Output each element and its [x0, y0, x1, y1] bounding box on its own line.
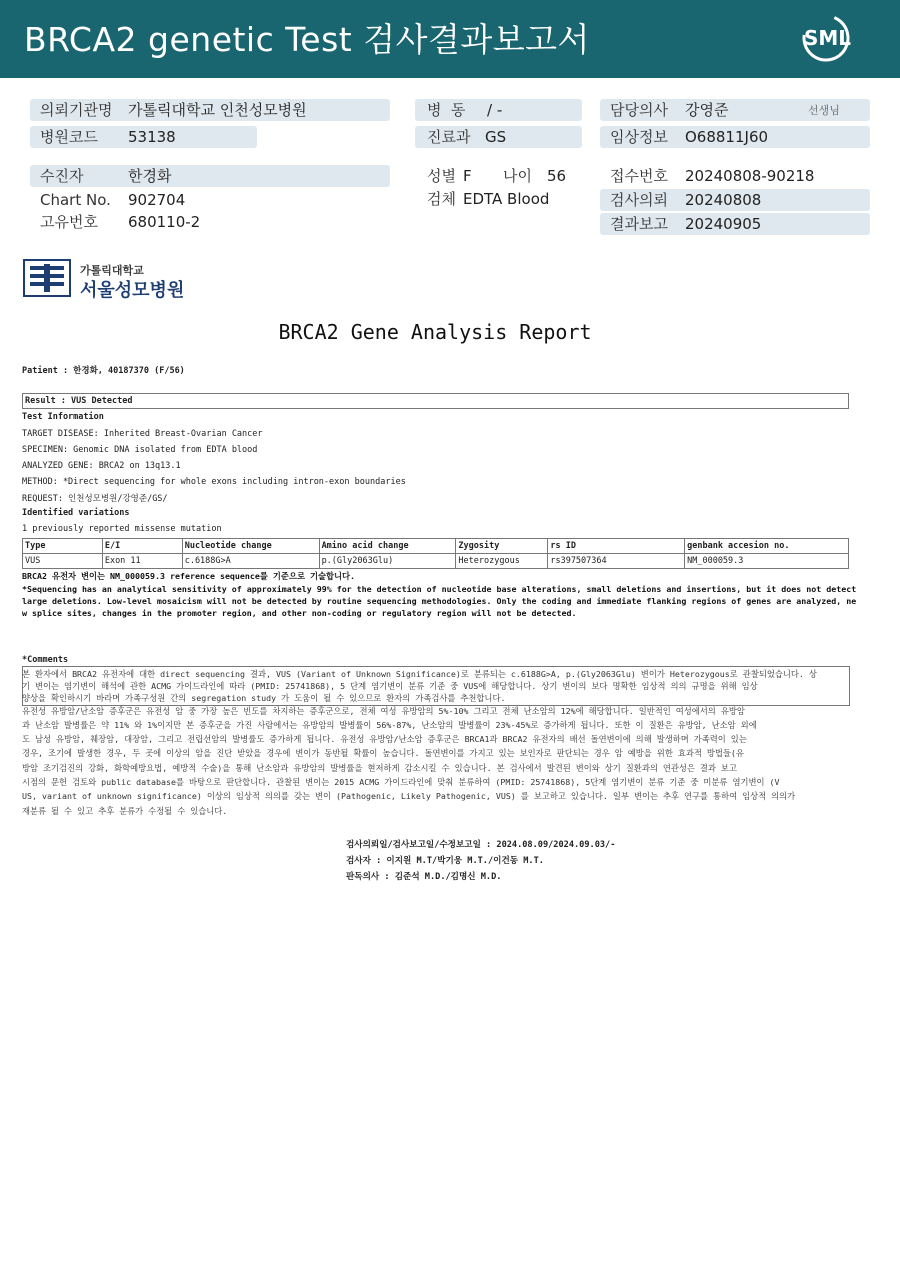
receipt-label: 접수번호: [610, 167, 668, 185]
comment-line: 재분류 될 수 있고 추후 분류가 수정될 수 있습니다.: [22, 806, 228, 816]
hospital-code-label: 병원코드: [40, 128, 98, 146]
hospital-code-field: [30, 126, 257, 148]
request-date-value: 20240808: [685, 191, 762, 209]
request-date-field: [600, 189, 870, 211]
specimen-info: SPECIMEN: Genomic DNA isolated from EDTA blood: [22, 445, 258, 455]
page-title: BRCA2 genetic Test 검사결과보고서: [24, 20, 590, 59]
header-cell: rs ID: [548, 539, 685, 554]
receipt-field: [600, 165, 870, 187]
identified-heading: Identified variations: [22, 508, 130, 518]
variant-table: [22, 538, 849, 569]
report-date-label: 결과보고: [610, 215, 668, 233]
sensitivity-line-2: large deletions. Low-level mosaicism will not be detected by routine sequencing methodologies. Only the coding and immediate flanking regions of genes are analyzed, ne: [22, 596, 857, 606]
result-text: Result : VUS Detected: [25, 396, 133, 406]
table-cell: VUS: [23, 554, 103, 569]
chart-label: Chart No.: [40, 191, 111, 209]
id-value: 680110-2: [128, 213, 201, 231]
header-cell: Amino acid change: [319, 539, 456, 554]
receipt-value: 20240808-90218: [685, 167, 815, 185]
sex-age-field: [415, 165, 590, 187]
test-info-heading: Test Information: [22, 412, 104, 422]
request-date-label: 검사의뢰: [610, 191, 668, 209]
doctor-suffix: 선생님: [808, 104, 840, 117]
comment-line: 유전성 유방암/난소암 증후군은 유전성 암 중 가장 높은 빈도를 차지하는 증후군으로, 전체 여성 유방암의 5%-10% 그리고 전체 난소암의 12%에 해당합니다. 일반적인 여성에서의 유방암: [22, 706, 745, 716]
comment-line: 시점의 문헌 검토와 public database를 바탕으로 판단합니다. 관찰된 변이는 2015 ACMG 가이드라인에 맞춰 분류하여 (PMID: 25741868), 5단계 염기변이 분류 기준 중 미분류 염기변이 (V: [22, 777, 780, 787]
sensitivity-line-3: w splice sites, changes in the promoter region, and other non-coding or regulatory region will not be detected.: [22, 608, 577, 618]
comment-line: 도 남성 유방암, 췌장암, 대장암, 그리고 전립선암의 발병률도 증가하게 됩니다. 유전성 유방암/난소암 증후군은 BRCA1과 BRCA2 유전자의 배선 돌연변이에 의해 발생하며 가족력이 있는: [22, 734, 747, 744]
hospital-name: 서울성모병원: [80, 280, 185, 301]
hospital-subtitle: 가톨릭대학교: [80, 264, 144, 277]
header-bar: [0, 0, 900, 78]
requester-label: 의뢰기관명: [40, 101, 113, 119]
sml-logo-text: SML: [804, 26, 852, 50]
variant-table-header: [23, 539, 849, 554]
report-date-value: 20240905: [685, 215, 762, 233]
analyzed-gene: ANALYZED GENE: BRCA2 on 13q13.1: [22, 461, 181, 471]
sign-dates: 검사의뢰일/검사보고일/수정보고일 : 2024.08.09/2024.09.03/-: [346, 840, 616, 850]
ward-value: / -: [487, 101, 503, 119]
patient-value: 한경화: [128, 167, 172, 185]
id-label: 고유번호: [40, 213, 98, 231]
dept-value: GS: [485, 128, 507, 146]
specimen-field: [415, 188, 590, 210]
doctor-label: 담당의사: [610, 101, 668, 119]
dept-field: [415, 126, 582, 148]
id-field: [30, 211, 390, 233]
comment-line: 과 난소암 발병률은 약 11% 와 1%이지만 본 증후군을 가진 사람에서는 유방암의 발병률이 56%-87%, 난소암의 발병률이 23%-45%로 증가하게 됩니다. 또한 이 질환은 유방암, 난소암 외에: [22, 720, 757, 730]
header-cell: Zygosity: [456, 539, 548, 554]
sensitivity-line-1: *Sequencing has an analytical sensitivity of approximately 99% for the detection of nucleotide base alterations, small deletions and insertions, but it does not detect: [22, 584, 857, 594]
patient-label: 수진자: [40, 167, 84, 185]
comment-line: 기 변이는 염기변이 해석에 관한 ACMG 가이드라인에 따라 (PMID: 25741868), 5 단계 염기변이 분류 기준 중 VUS에 해당합니다. 상기 변이의 보다 명확한 임상적 의의 규명을 위해 임상: [22, 681, 758, 691]
requester-value: 가톨릭대학교 인천성모병원: [128, 101, 307, 119]
table-row: [23, 554, 849, 569]
table-cell: Exon 11: [102, 554, 182, 569]
patient-line: Patient : 한경화, 40187370 (F/56): [22, 366, 185, 376]
header-cell: genbank accesion no.: [685, 539, 849, 554]
target-disease: TARGET DISEASE: Inherited Breast-Ovarian Cancer: [22, 429, 263, 439]
requester-field: [30, 99, 390, 121]
table-cell: c.6188G>A: [182, 554, 319, 569]
comment-line: 방암 조기검진의 강화, 화학예방요법, 예방적 수술)을 통해 난소암과 유방암의 발병률을 현저하게 감소시킬 수 있습니다. 본 검사에서 발견된 변이와 상기 질환과의 연관성은 결과 보고: [22, 763, 737, 773]
sex-label: 성별: [427, 167, 456, 185]
specimen-label: 검체: [427, 190, 456, 208]
report-title: BRCA2 Gene Analysis Report: [278, 320, 592, 344]
comment-line: US, variant of unknown significance) 이상의 임상적 의의를 갖는 변이 (Pathogenic, Likely Pathogenic, VUS) 를 보고하고 있습니다. 일부 변이는 추후 연구를 통하여 임상적 의의가: [22, 791, 796, 801]
header-cell: Nucleotide change: [182, 539, 319, 554]
comment-line: 경우, 조기에 발생한 경우, 두 곳에 이상의 암을 진단 받았을 경우에 변이가 동반될 확률이 높습니다. 돌연변이를 가지고 있는 보인자로 판단되는 경우 암 예방을 위한 효과적 방법들(유: [22, 748, 744, 758]
clinical-value: O68811J60: [685, 128, 769, 146]
request-info: REQUEST: 인천성모병원/강영준/GS/: [22, 494, 168, 504]
doctor-value: 강영준: [685, 101, 729, 119]
table-cell: NM_000059.3: [685, 554, 849, 569]
ward-field: [415, 99, 582, 121]
doctor-field: [600, 99, 870, 121]
specimen-value: EDTA Blood: [463, 190, 550, 208]
ward-label: 병 동: [427, 101, 466, 119]
table-cell: rs397507364: [548, 554, 685, 569]
table-cell: Heterozygous: [456, 554, 548, 569]
comment-line: 양상을 확인하시기 바라며 가족구성원 간의 segregation study 가 도움이 될 수 있으므로 환자의 가족검사를 추천합니다.: [22, 693, 506, 703]
dept-label: 진료과: [427, 128, 471, 146]
sex-value: F: [463, 167, 472, 185]
table-cell: p.(Gly2063Glu): [319, 554, 456, 569]
reference-note: BRCA2 유전자 변이는 NM_000059.3 reference sequence를 기준으로 기술합니다.: [22, 571, 356, 581]
comment-line: 본 환자에서 BRCA2 유전자에 대한 direct sequencing 결과, VUS (Variant of Unknown Significance)로 분류되는 c.6188G>A, p.(Gly2063Glu) 변이가 Heterozygous로 관찰되었습니다. 상: [22, 669, 817, 679]
age-label: 나이: [503, 167, 532, 185]
chart-field: [30, 189, 390, 211]
age-value: 56: [547, 167, 567, 185]
header-cell: E/I: [102, 539, 182, 554]
sign-testers: 검사자 : 이지원 M.T/박기웅 M.T./이건동 M.T.: [346, 856, 544, 866]
patient-field: [30, 165, 390, 187]
sign-doctors: 판독의사 : 김준석 M.D./김명신 M.D.: [346, 872, 502, 882]
chart-value: 902704: [128, 191, 186, 209]
comments-heading: *Comments: [22, 655, 69, 665]
hospital-code-value: 53138: [128, 128, 176, 146]
hospital-emblem-icon: [22, 258, 72, 298]
clinical-field: [600, 126, 870, 148]
report-date-field: [600, 213, 870, 235]
result-box: [22, 393, 849, 409]
method: METHOD: *Direct sequencing for whole exons including intron-exon boundaries: [22, 477, 406, 487]
missense-note: 1 previously reported missense mutation: [22, 524, 222, 534]
clinical-label: 임상정보: [610, 128, 668, 146]
header-cell: Type: [23, 539, 103, 554]
